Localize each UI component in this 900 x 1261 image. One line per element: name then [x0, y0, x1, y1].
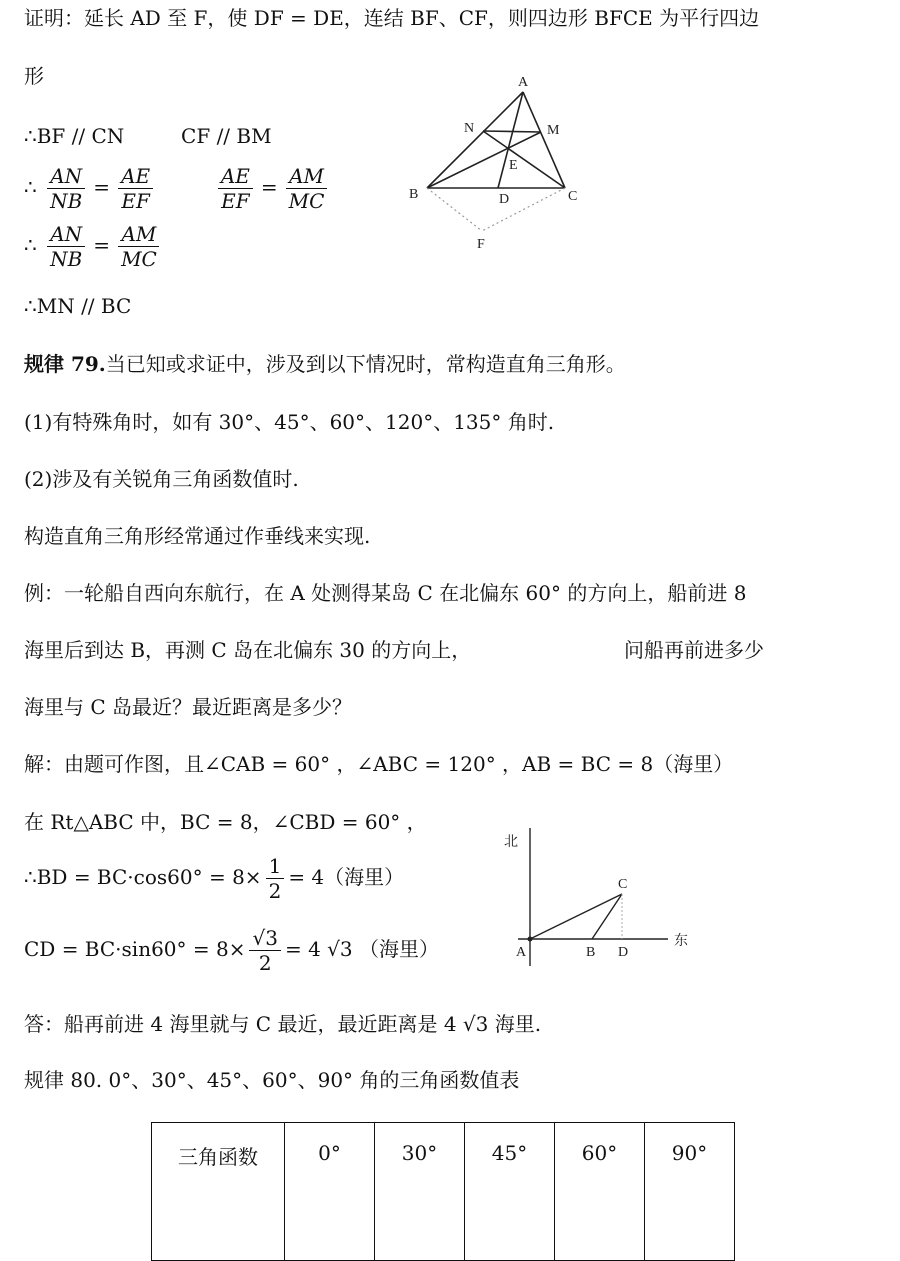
label-east: 东 [674, 934, 688, 949]
rule-79-title: 规律 79. [24, 352, 106, 376]
example-line-2 [24, 636, 764, 664]
label-c2: C [618, 877, 628, 892]
bd-right: = 4（海里） [288, 865, 405, 889]
table-header-cell: 90° [645, 1123, 735, 1261]
cd-equation [24, 926, 439, 975]
label-d: D [499, 192, 510, 207]
cd-right: = 4 √3 （海里） [284, 937, 439, 961]
table-header-cell: 三角函数 [152, 1123, 285, 1261]
parallel-statements [24, 122, 272, 150]
rule-79-item-2: (2)涉及有关锐角三角函数值时. [24, 467, 299, 491]
example-line-2a: 海里后到达 B，再测 C 岛在北偏东 30 的方向上， [24, 638, 472, 662]
label-a2: A [516, 945, 527, 960]
table-header-cell: 30° [375, 1123, 465, 1261]
label-f: F [477, 237, 485, 252]
parallel-cf-bm: CF // BM [181, 124, 272, 148]
rule-79-text: 当已知或求证中，涉及到以下情况时，常构造直角三角形。 [105, 352, 626, 376]
rule-80-heading: 规律 80. 0°、30°、45°、60°、90° 角的三角函数值表 [24, 1068, 520, 1092]
cd-left: CD = BC·sin60° = 8× [24, 937, 246, 961]
fraction-am-mc-2: $\frac{AM}{MC}$ [118, 222, 160, 271]
bd-equation [24, 854, 404, 903]
mn-parallel-bc: MN // BC [36, 294, 132, 318]
fraction-an-nb-2: $\frac{AN}{NB}$ [47, 222, 85, 271]
navigation-figure [500, 820, 710, 970]
label-n: N [464, 121, 475, 136]
example-line-3: 海里与 C 岛最近？最近距离是多少？ [24, 695, 353, 719]
therefore-symbol: ∴ [24, 175, 37, 199]
label-north: 北 [504, 835, 518, 850]
table-header-cell: 60° [555, 1123, 645, 1261]
table-header-cell: 45° [465, 1123, 555, 1261]
label-b2: B [586, 945, 596, 960]
therefore-symbol: ∴ [24, 124, 37, 148]
table-header-cell: 0° [285, 1123, 375, 1261]
answer-line: 答：船再前进 4 海里就与 C 最近，最近距离是 4 √3 海里. [24, 1012, 542, 1036]
fraction-ae-ef-2: $\frac{AE}{EF}$ [218, 164, 253, 213]
parallel-bf-cn: BF // CN [36, 124, 125, 148]
proof-line-1: 证明：延长 AD 至 F，使 DF = DE，连结 BF、CF，则四边形 BFCE 为平行四边 [24, 6, 760, 30]
ratio-equations: ∴ $\frac{AN}{NB}$ = $\frac{AE}{EF}$ $\frac{AE}{EF}$ = $\frac{AM}{MC}$ [24, 164, 331, 213]
fraction-root3-half: $\frac{√3}{2}$ [249, 926, 280, 975]
therefore-symbol: ∴ [24, 294, 37, 318]
rule-79-note: 构造直角三角形经常通过作垂线来实现. [24, 524, 371, 548]
bd-left: ∴BD = BC·cos60° = 8× [24, 865, 262, 889]
fraction-one-half: $\frac{1}{2}$ [266, 854, 285, 903]
fraction-ae-ef: $\frac{AE}{EF}$ [118, 164, 153, 213]
proof-line-1-continued: 形 [24, 64, 44, 88]
example-line-1: 例：一轮船自西向东航行，在 A 处测得某岛 C 在北偏东 60° 的方向上，船前进 8 [24, 581, 747, 605]
therefore-symbol: ∴ [24, 233, 37, 257]
label-d2: D [618, 945, 629, 960]
triangle-figure [400, 68, 600, 258]
label-e: E [509, 158, 518, 173]
table-header-row [152, 1123, 735, 1261]
example-line-2b: 问船再前进多少 [623, 638, 764, 662]
fraction-am-mc: $\frac{AM}{MC}$ [286, 164, 328, 213]
trig-values-table [151, 1122, 735, 1261]
label-c: C [568, 189, 578, 204]
rule-79-heading [24, 350, 626, 378]
solution-line-2: 在 Rt△ABC 中，BC = 8，∠CBD = 60° ， [24, 810, 427, 834]
label-a: A [518, 75, 529, 90]
solution-line-1: 解：由题可作图，且∠CAB = 60° ，∠ABC = 120° ，AB = BC = 8（海里） [24, 752, 734, 776]
rule-79-item-1: (1)有特殊角时，如有 30°、45°、60°、120°、135° 角时. [24, 410, 555, 434]
label-b: B [409, 187, 419, 202]
fraction-an-nb: $\frac{AN}{NB}$ [47, 164, 85, 213]
proof-conclusion [24, 292, 131, 320]
ratio-conclusion: ∴ $\frac{AN}{NB}$ = $\frac{AM}{MC}$ [24, 222, 164, 271]
label-m: M [547, 123, 560, 138]
